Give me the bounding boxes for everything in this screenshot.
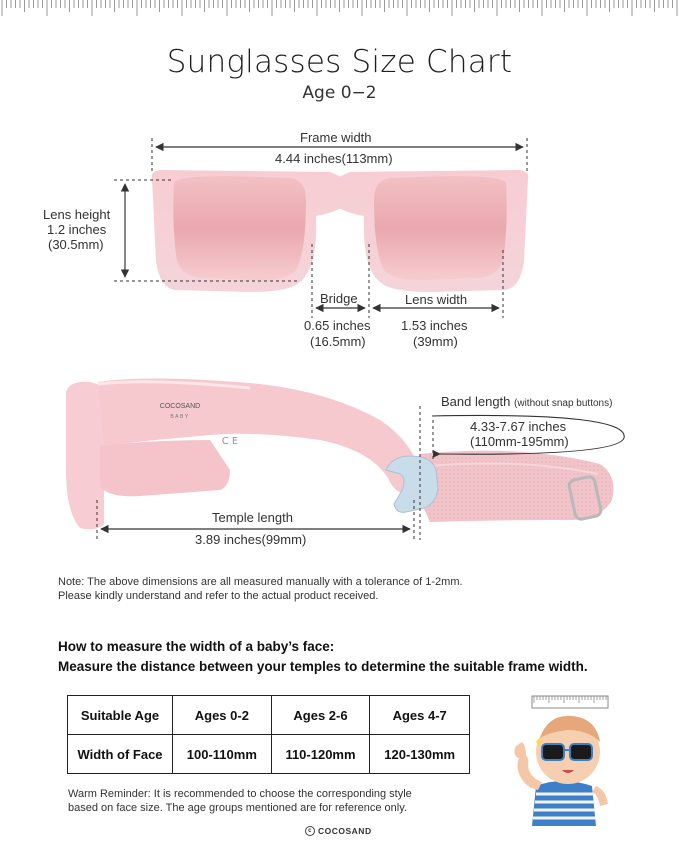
table-cell: Suitable Age: [68, 696, 173, 735]
logo-text: COCOSAND: [318, 826, 372, 836]
frame-width-value: 4.44 inches(113mm): [275, 151, 393, 166]
table-cell: 120-130mm: [370, 735, 470, 774]
age-subtitle: Age 0−2: [302, 83, 377, 103]
size-table: [67, 695, 470, 774]
side-frame-front: [66, 382, 104, 530]
temple-lower: [100, 440, 230, 496]
lens-height-label: Lens height: [43, 207, 111, 222]
ce-mark: C E: [221, 436, 239, 447]
bridge-inches: 0.65 inches: [304, 318, 371, 333]
table-cell: Ages 4-7: [370, 696, 470, 735]
how-to-measure: [58, 637, 588, 677]
note-line-1: Note: The above dimensions are all measured manually with a tolerance of 1-2mm.: [58, 576, 463, 588]
left-lens: [173, 176, 306, 280]
reminder-line-1: Warm Reminder: It is recommended to choose the corresponding style: [68, 788, 412, 800]
footer-logo: [305, 826, 372, 836]
lens-width-label: Lens width: [405, 292, 468, 307]
strap-band: [420, 451, 614, 522]
warm-reminder: [68, 787, 412, 815]
reminder-line-2: based on face size. The age groups mentioned are for reference only.: [68, 802, 407, 814]
band-length-label: [441, 394, 612, 412]
how-to-instruction: Measure the distance between your temples to determine the suitable frame width.: [58, 659, 588, 674]
lens-width-inches: 1.53 inches: [401, 318, 468, 333]
temple-length-value: 3.89 inches(99mm): [195, 532, 307, 547]
baby-illustration: [508, 694, 616, 826]
bridge-mm: (16.5mm): [310, 334, 366, 349]
temple-length-label: Temple length: [212, 510, 293, 525]
lens-height-inches: 1.2 inches: [47, 222, 107, 237]
page-title: Sunglasses Size Chart: [166, 44, 513, 80]
how-to-heading: How to measure the width of a baby’s face:: [58, 639, 335, 654]
table-cell: Ages 0-2: [173, 696, 272, 735]
brand-print: COCOSAND: [159, 403, 201, 410]
lens-height-mm: (30.5mm): [48, 237, 104, 252]
frame-width-label: Frame width: [300, 130, 372, 145]
table-row: [68, 735, 470, 774]
logo-icon: c: [305, 826, 315, 836]
measurement-note: [58, 575, 463, 603]
lens-width-mm: (39mm): [413, 334, 458, 349]
band-length-note: (without snap buttons): [514, 398, 613, 409]
band-length-title: Band length: [441, 394, 511, 409]
bridge-label: Bridge: [320, 291, 358, 306]
table-cell: Ages 2-6: [271, 696, 370, 735]
table-row: [68, 696, 470, 735]
note-line-2: Please kindly understand and refer to the actual product received.: [58, 590, 379, 602]
table-cell: Width of Face: [68, 735, 173, 774]
band-length-mm: (110mm-195mm): [470, 434, 569, 449]
right-lens: [374, 176, 507, 280]
table-cell: 110-120mm: [271, 735, 370, 774]
brand-print-sub: BABY: [170, 414, 190, 420]
table-cell: 100-110mm: [173, 735, 272, 774]
band-length-inches: 4.33-7.67 inches: [470, 419, 567, 434]
